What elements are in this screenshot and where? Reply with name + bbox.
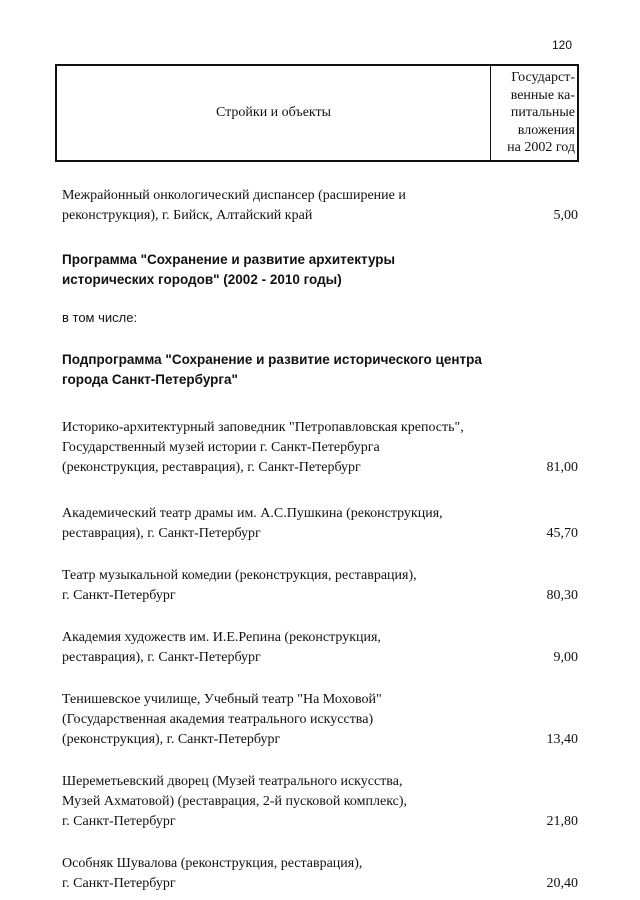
table-header [55, 64, 579, 162]
row-text: (реконструкция, реставрация), г. Санкт-Петербург [62, 460, 361, 475]
table-row [62, 566, 578, 606]
row-value: 20,40 [546, 876, 578, 891]
table-row [62, 628, 578, 668]
subprogram-heading-line: Подпрограмма "Сохранение и развитие исторического центра [62, 352, 482, 367]
row-value: 5,00 [553, 208, 578, 223]
row-text: Музей Ахматовой) (реставрация, 2-й пусковой комплекс), [62, 794, 408, 809]
row-text: реконструкция), г. Бийск, Алтайский край [62, 208, 313, 223]
column-header-investments-line: вложения [517, 122, 575, 138]
program-heading [62, 250, 578, 290]
table-row [62, 772, 578, 832]
row-value: 9,00 [553, 650, 578, 665]
table-row [62, 854, 578, 894]
in-total-label: в том числе: [62, 310, 138, 325]
row-text: Государственный музей истории г. Санкт-Петербурга [62, 440, 380, 455]
row-text: Академия художеств им. И.Е.Репина (реконструкция, [62, 630, 381, 645]
row-text: Межрайонный онкологический диспансер (расширение и [62, 188, 406, 203]
row-text: реставрация), г. Санкт-Петербург [62, 526, 261, 541]
row-value: 45,70 [546, 526, 578, 541]
table-body [62, 186, 578, 894]
row-text: Историко-архитектурный заповедник "Петропавловская крепость", [62, 420, 464, 435]
row-text: г. Санкт-Петербург [62, 588, 176, 603]
column-header-investments [491, 66, 577, 160]
row-text: (реконструкция), г. Санкт-Петербург [62, 732, 281, 747]
row-text: Театр музыкальной комедии (реконструкция, реставрация), [62, 568, 417, 583]
row-text: г. Санкт-Петербург [62, 876, 176, 891]
row-text: г. Санкт-Петербург [62, 814, 176, 829]
row-text: Тенишевское училище, Учебный театр "На Моховой" [62, 692, 382, 707]
column-header-investments-line: питальные [510, 105, 575, 121]
row-text: Академический театр драмы им. А.С.Пушкина (реконструкция, [62, 506, 443, 521]
table-row [62, 418, 578, 478]
subprogram-heading [62, 350, 578, 390]
row-text: реставрация), г. Санкт-Петербург [62, 650, 261, 665]
row-value: 81,00 [546, 460, 578, 475]
subprogram-heading-line: города Санкт-Петербурга" [62, 372, 238, 387]
program-heading-line: исторических городов" (2002 - 2010 годы) [62, 272, 342, 287]
row-value: 21,80 [546, 814, 578, 829]
row-text: (Государственная академия театрального искусства) [62, 712, 374, 727]
row-value: 13,40 [546, 732, 578, 747]
table-row [62, 186, 578, 226]
table-row [62, 504, 578, 544]
program-heading-line: Программа "Сохранение и развитие архитектуры [62, 252, 396, 267]
table-row [62, 690, 578, 750]
column-header-investments-line: на 2002 год [507, 140, 575, 156]
row-value: 80,30 [546, 588, 578, 603]
row-text: Шереметьевский дворец (Музей театрального искусства, [62, 774, 403, 789]
column-header-investments-line: венные ка- [510, 87, 575, 103]
column-header-investments-line: Государст- [511, 70, 575, 86]
row-text: Особняк Шувалова (реконструкция, реставрация), [62, 856, 363, 871]
column-header-objects: Стройки и объекты [57, 66, 491, 160]
page-number: 120 [551, 38, 572, 52]
